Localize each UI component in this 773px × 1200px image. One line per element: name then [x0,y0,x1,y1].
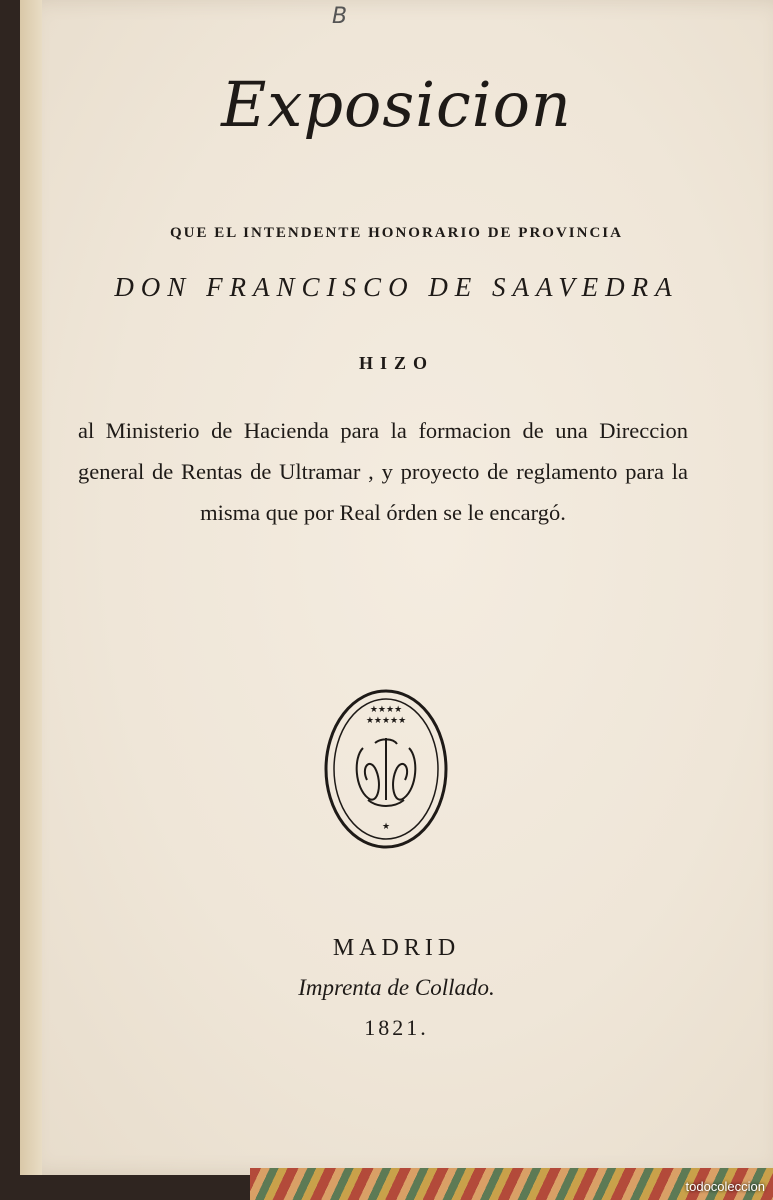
verb-line: HIZO [358,353,434,373]
printer-emblem [323,688,449,850]
author-name: DON FRANCISCO DE SAAVEDRA [114,272,679,302]
body-paragraph: al Ministerio de Hacienda para la formacion de una Direccion general de Rentas de Ultramar , y proyecto de reglamento para la misma que por Real órden se le encargó. [78,418,688,525]
svg-text:★★★★★: ★★★★★ [365,716,407,726]
imprint-printer: Imprenta de Collado. [298,975,495,1000]
watermark: todocoleccion [685,1179,765,1194]
imprint-year: 1821. [364,1015,429,1040]
pencil-mark: B [332,4,348,29]
svg-text:★: ★ [381,822,391,832]
subtitle: QUE EL INTENDENTE HONORARIO DE PROVINCIA [170,225,623,241]
title-page [20,0,773,1175]
svg-text:★★★★: ★★★★ [369,705,403,715]
imprint-city: MADRID [332,935,461,961]
book-title: Exposicion [221,68,572,141]
